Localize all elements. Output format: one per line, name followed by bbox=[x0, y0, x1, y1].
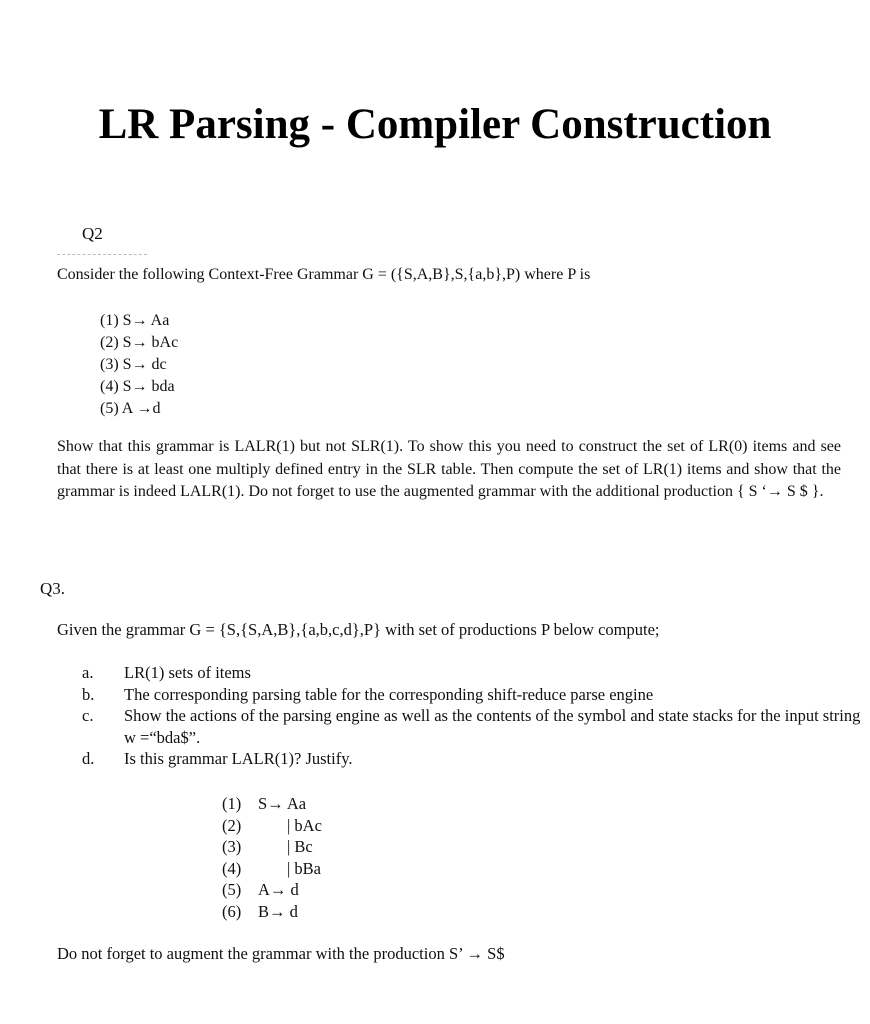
q3-production-body: A→ d bbox=[258, 880, 299, 899]
q2-production-5: (5) A →d bbox=[100, 400, 161, 417]
q3-production-nonterminal-rules bbox=[258, 879, 299, 922]
question-2-instructions: Show that this grammar is LALR(1) but not SLR(1). To show this you need to construct the set of LR(0) items and see that there is at least one multiply defined entry in the SLR table. Then compute the set of LR(1) items and show that the grammar is indeed LALR(1). Do not forget to use the augmented grammar with the additional production { S ‘→ S $ }. bbox=[57, 438, 841, 500]
q3-production-number: (1) bbox=[222, 794, 242, 813]
question-3-label: Q3. bbox=[40, 579, 66, 598]
q3-task-d bbox=[82, 748, 862, 770]
task-marker: c. bbox=[82, 706, 94, 725]
q3-production-body: S→ Aa bbox=[258, 794, 307, 813]
q3-production-body: | bBa bbox=[287, 858, 322, 878]
q2-productions bbox=[100, 310, 178, 420]
task-marker: a. bbox=[82, 663, 94, 682]
task-text: Is this grammar LALR(1)? Justify. bbox=[124, 749, 353, 768]
question-2-label: Q2 bbox=[82, 224, 103, 243]
question-3-given: Given the grammar G = {S,{S,A,B},{a,b,c,d},P} with set of productions P below compute; bbox=[57, 620, 660, 639]
q2-production-3: (3) S→ dc bbox=[100, 356, 167, 373]
q3-task-list bbox=[82, 662, 862, 770]
q3-task-b bbox=[82, 684, 862, 706]
q3-production-body: | bAc bbox=[287, 815, 322, 835]
augment-note: Do not forget to augment the grammar with the production S’ → S$ bbox=[57, 944, 505, 963]
question-2-intro: Consider the following Context-Free Grammar G = ({S,A,B},S,{a,b},P) where P is bbox=[57, 266, 591, 283]
q3-production-number: (4) bbox=[222, 858, 242, 878]
q3-production-start-rules bbox=[258, 793, 306, 815]
q3-production-number: (3) bbox=[222, 837, 242, 856]
q3-production-number: (2) bbox=[222, 815, 242, 835]
q3-production-alternatives bbox=[287, 815, 322, 880]
q3-production-numbers bbox=[222, 793, 241, 922]
q3-task-a bbox=[82, 662, 862, 684]
task-text: Show the actions of the parsing engine as well as the contents of the symbol and state stacks for the input string w =“bda$”. bbox=[124, 706, 861, 747]
task-marker: d. bbox=[82, 749, 95, 768]
document-title: LR Parsing - Compiler Construction bbox=[98, 101, 772, 148]
q2-production-2: (2) S→ bAc bbox=[100, 334, 179, 351]
q2-production-4: (4) S→ bda bbox=[100, 378, 175, 395]
q3-production-number: (5) bbox=[222, 880, 242, 899]
q3-production-body: | Bc bbox=[287, 837, 313, 856]
q2-production-1: (1) S→ Aa bbox=[100, 312, 170, 329]
q3-task-c bbox=[82, 705, 862, 748]
dashed-divider bbox=[57, 254, 147, 255]
task-text: The corresponding parsing table for the corresponding shift-reduce parse engine bbox=[124, 684, 654, 704]
q3-production-body: B→ d bbox=[258, 901, 298, 921]
task-marker: b. bbox=[82, 684, 95, 704]
q3-production-number: (6) bbox=[222, 901, 242, 921]
task-text: LR(1) sets of items bbox=[124, 663, 251, 682]
